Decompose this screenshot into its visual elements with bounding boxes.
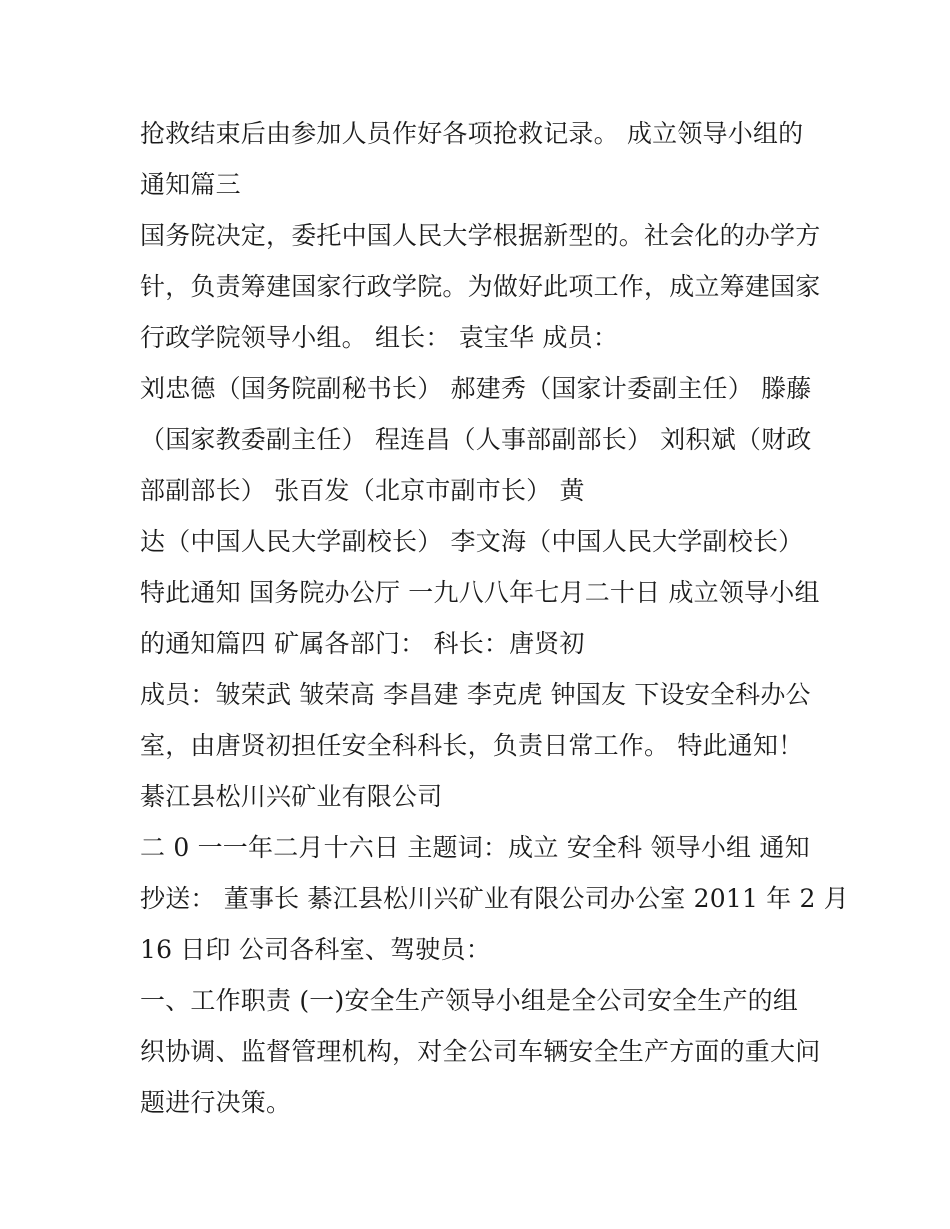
text-line: 通知篇三 xyxy=(140,170,241,199)
text-line: 的通知篇四 矿属各部门： 科长：唐贤初 xyxy=(140,629,585,658)
text-line: 16 日印 公司各科室、驾驶员： xyxy=(140,935,491,964)
document-body xyxy=(140,108,850,1128)
text-line: 国务院决定，委托中国人民大学根据新型的。社会化的办学方 xyxy=(140,221,821,250)
text-line: 行政学院领导小组。 组长： 袁宝华 成员： xyxy=(140,323,619,352)
text-line: 抄送： 董事长 綦江县松川兴矿业有限公司办公室 2011 年 2 月 xyxy=(140,884,850,913)
text-line: 抢救结束后由参加人员作好各项抢救记录。 成立领导小组的 xyxy=(140,119,804,148)
text-line: 二 0 一一年二月十六日 主题词：成立 安全科 领导小组 通知 xyxy=(140,833,810,862)
text-line: 綦江县松川兴矿业有限公司 xyxy=(140,782,443,811)
text-line: 针，负责筹建国家行政学院。为做好此项工作，成立筹建国家 xyxy=(140,272,821,301)
text-line: 成员：皱荣武 皱荣高 李昌建 李克虎 钟国友 下设安全科办公 xyxy=(140,680,811,709)
text-line: 刘忠德（国务院副秘书长） 郝建秀（国家计委副主任） 滕藤 xyxy=(140,374,812,403)
text-line: 织协调、监督管理机构，对全公司车辆安全生产方面的重大问 xyxy=(140,1037,821,1066)
text-line: 特此通知 国务院办公厅 一九八八年七月二十日 成立领导小组 xyxy=(140,578,820,607)
text-line: 部副部长） 张百发（北京市副市长） 黄 xyxy=(140,476,585,505)
text-line: 一、工作职责 (一)安全生产领导小组是全公司安全生产的组 xyxy=(140,986,799,1015)
text-line: 题进行决策。 xyxy=(140,1088,292,1117)
text-line: 达（中国人民大学副校长） 李文海（中国人民大学副校长） xyxy=(140,527,804,556)
text-line: 室，由唐贤初担任安全科科长，负责日常工作。 特此通知！ xyxy=(140,731,804,760)
text-line: （国家教委副主任） 程连昌（人事部副部长） 刘积斌（财政 xyxy=(140,425,812,454)
